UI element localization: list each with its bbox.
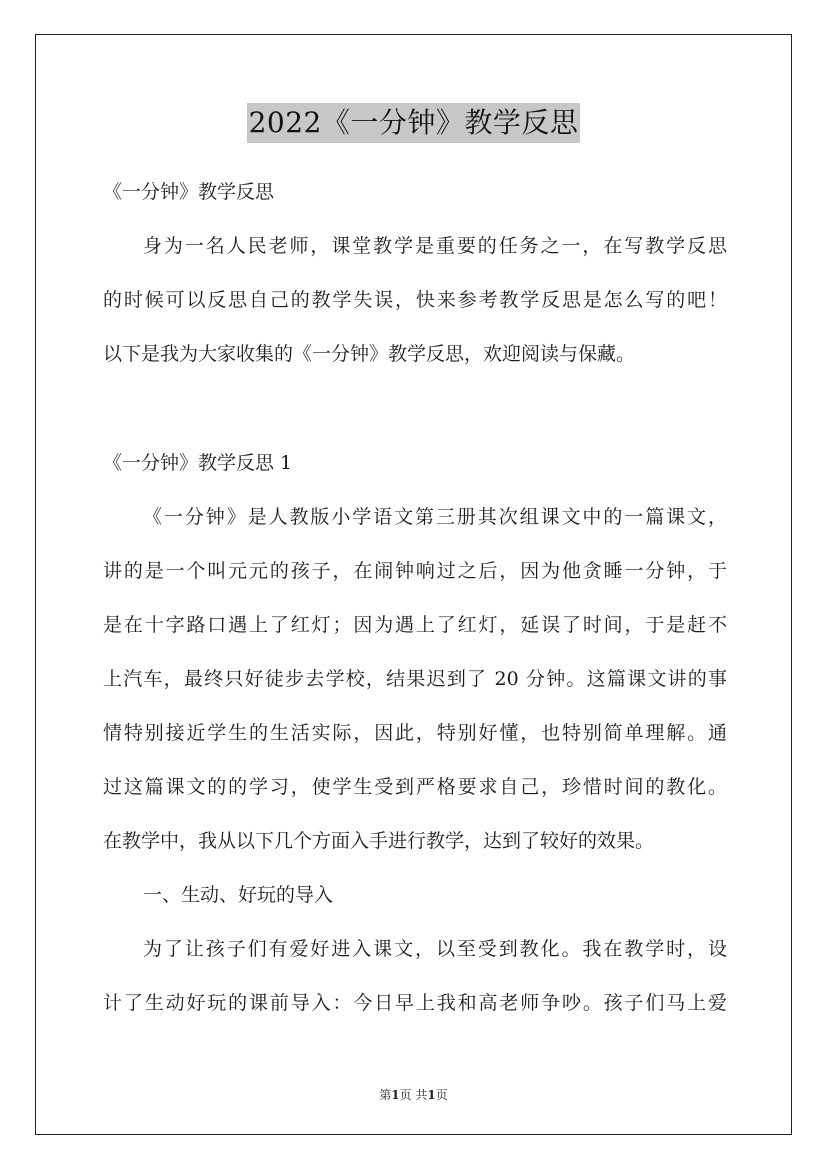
section1-line: 过这篇课文的的学习，使学生受到严格要求自己，珍惜时间的教化。 [103, 776, 727, 798]
subheading: 一、生动、好玩的导入 [143, 884, 334, 906]
intro-heading: 《一分钟》教学反思 [103, 181, 275, 203]
footer-suffix: 页 [435, 1088, 448, 1102]
paragraph-line: 计了生动好玩的课前导入：今日早上我和高老师争吵。孩子们马上爱 [103, 992, 727, 1014]
title-text: 2022《一分钟》教学反思 [247, 103, 581, 143]
page-footer [0, 1086, 827, 1103]
intro-line: 的时候可以反思自己的教学失误，快来参考教学反思是怎么写的吧！ [103, 289, 727, 311]
paragraph-line: 为了让孩子们有爱好进入课文，以至受到教化。我在教学时，设 [143, 938, 727, 960]
footer-mid: 页 共 [399, 1088, 428, 1102]
intro-line: 身为一名人民老师，课堂教学是重要的任务之一，在写教学反思 [143, 235, 727, 257]
section-heading: 《一分钟》教学反思 1 [103, 452, 293, 474]
page-number: 1 [391, 1088, 400, 1102]
intro-line: 以下是我为大家收集的《一分钟》教学反思，欢迎阅读与保藏。 [103, 343, 636, 365]
footer-prefix: 第 [379, 1088, 392, 1102]
section1-line: 上汽车，最终只好徒步去学校，结果迟到了 20 分钟。这篇课文讲的事 [103, 668, 727, 690]
page-total: 1 [427, 1088, 436, 1102]
section1-line: 是在十字路口遇上了红灯；因为遇上了红灯，延误了时间，于是赶不 [103, 614, 727, 636]
section1-line: 情特别接近学生的生活实际，因此，特别好懂，也特别简单理解。通 [103, 722, 727, 744]
document-title [0, 103, 827, 143]
section1-line: 在教学中，我从以下几个方面入手进行教学，达到了较好的效果。 [103, 830, 655, 852]
section1-line: 《一分钟》是人教版小学语文第三册其次组课文中的一篇课文， [143, 506, 727, 528]
section1-line: 讲的是一个叫元元的孩子，在闹钟响过之后，因为他贪睡一分钟，于 [103, 560, 727, 582]
